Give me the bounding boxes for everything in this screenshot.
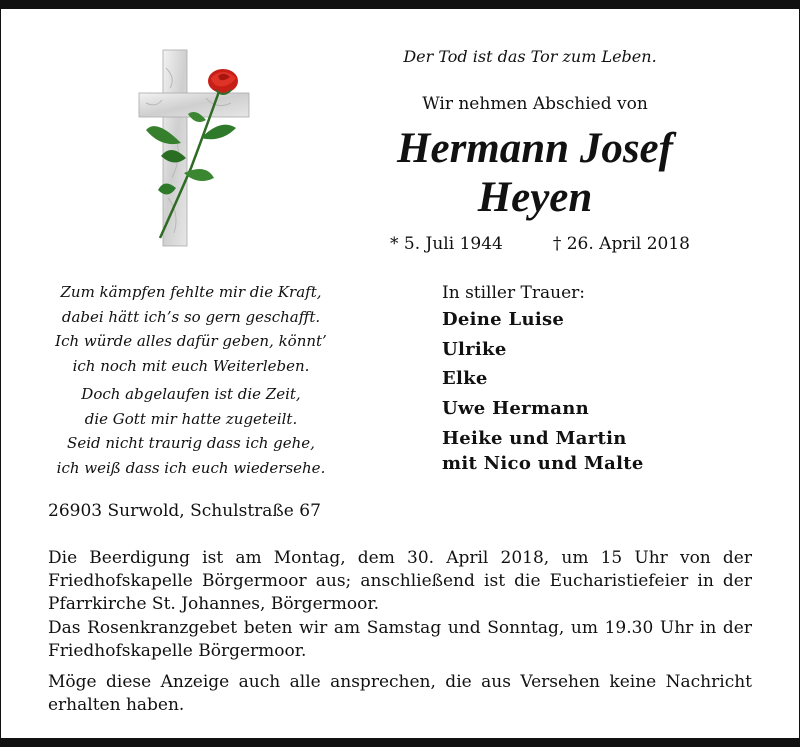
birth-date: * 5. Juli 1944 — [390, 234, 503, 254]
poem-stanza-2 — [36, 382, 346, 480]
motto: Der Tod ist das Tor zum Leben. — [403, 47, 657, 66]
deceased-last-name: Heyen — [477, 174, 593, 221]
life-dates — [390, 234, 690, 254]
mourner-name: Elke — [442, 368, 488, 389]
poem-line: Doch abgelaufen ist die Zeit, — [81, 385, 301, 403]
mourner-name: mit Nico und Malte — [442, 453, 644, 474]
poem-line: ich noch mit euch Weiterleben. — [72, 356, 310, 375]
rosary-info-paragraph: Das Rosenkranzgebet beten wir am Samstag und Sonntag, um 19.30 Uhr in der Friedhofskapelle Börgermoor. — [48, 618, 752, 661]
notice-paragraph: Möge diese Anzeige auch alle ansprechen, die aus Versehen keine Nachricht erhalten haben. — [48, 672, 752, 715]
poem-stanza-1 — [36, 280, 346, 378]
poem-line: die Gott mir hatte zugeteilt. — [84, 409, 298, 428]
cross-with-rose-icon — [136, 48, 256, 248]
poem-line: ich weiß dass ich euch wiedersehe. — [56, 458, 326, 477]
farewell-intro: Wir nehmen Abschied von — [422, 94, 648, 114]
mourner-name: Ulrike — [442, 339, 507, 360]
mourner-name: Deine Luise — [442, 309, 565, 330]
death-date: † 26. April 2018 — [552, 234, 690, 254]
poem-line: Seid nicht traurig dass ich gehe, — [67, 434, 315, 452]
poem-line: dabei hätt ich’s so gern geschafft. — [61, 307, 321, 326]
funeral-info-paragraph: Die Beerdigung ist am Montag, dem 30. April 2018, um 15 Uhr von der Friedhofskapelle Börgermoor aus; anschließend ist die Eucharistiefeier in der Pfarrkirche St. Johannes, Börgermoor. — [48, 548, 752, 614]
deceased-first-name: Hermann Josef — [397, 125, 673, 172]
mourners-intro: In stiller Trauer: — [442, 283, 585, 303]
mourner-name: Heike und Martin — [442, 428, 627, 449]
address: 26903 Surwold, Schulstraße 67 — [48, 501, 321, 521]
poem-line: Zum kämpfen fehlte mir die Kraft, — [60, 283, 322, 301]
poem-line: Ich würde alles dafür geben, könnt’ — [55, 332, 327, 350]
mourner-name: Uwe Hermann — [442, 398, 590, 419]
deceased-name — [330, 124, 740, 222]
